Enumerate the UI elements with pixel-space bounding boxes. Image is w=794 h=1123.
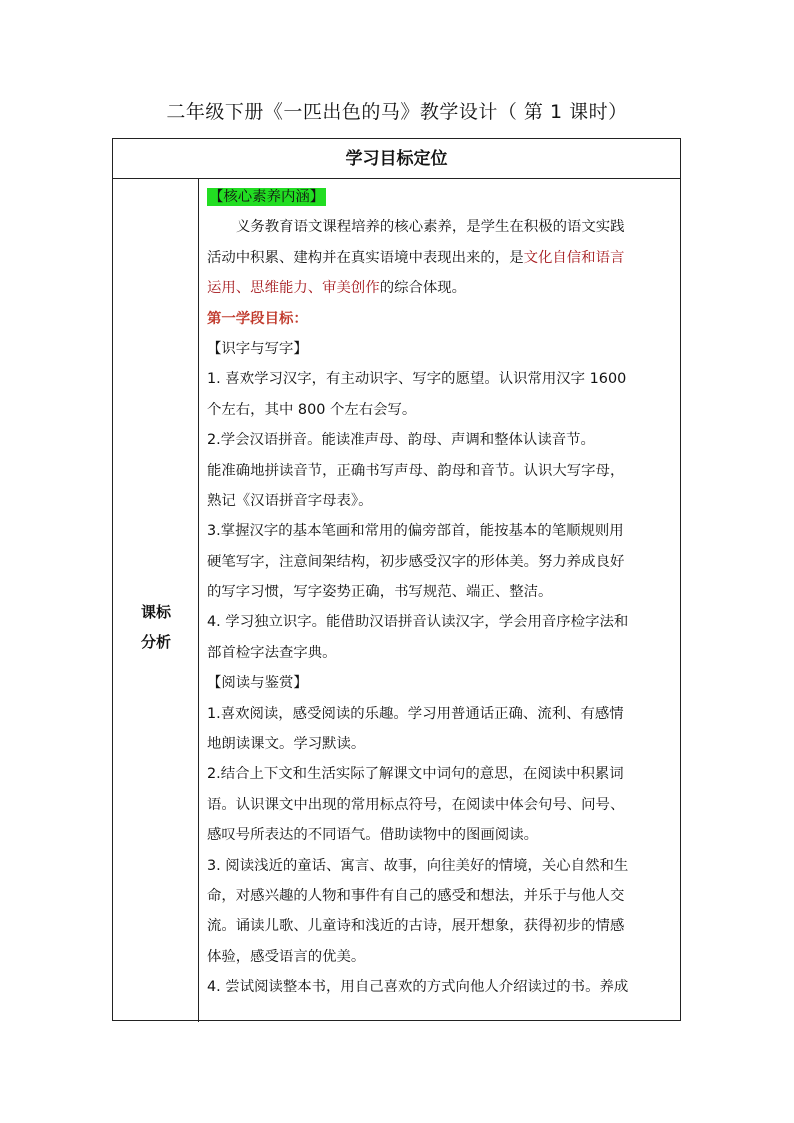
literacy-line: 的写字习惯，写字姿势正确，书写规范、端正、整洁。 — [207, 584, 553, 601]
table-header: 学习目标定位 — [113, 139, 680, 179]
core-emphasis-2: 运用、思维能力、审美创作 — [207, 280, 380, 297]
reading-line: 1.喜欢阅读，感受阅读的乐趣。学习用普通话正确、流利、有感情 — [207, 705, 624, 722]
core-text-line-2: 活动中积累、建构并在真实语境中表现出来的，是文化自信和语言 — [207, 249, 625, 266]
literacy-line: 2.学会汉语拼音。能读准声母、韵母、声调和整体认读音节。 — [207, 432, 595, 449]
document-title: 二年级下册《一匹出色的马》教学设计（ 第 1 课时） — [166, 101, 628, 123]
left-label-cell — [113, 179, 199, 1022]
literacy-line: 硬笔写字，注意间架结构，初步感受汉字的形体美。努力养成良好 — [207, 553, 625, 570]
reading-line: 流。诵读儿歌、儿童诗和浅近的古诗，展开想象，获得初步的情感 — [207, 918, 625, 935]
objectives-table — [112, 138, 681, 1021]
core-text-line-1: 义务教育语文课程培养的核心素养，是学生在积极的语文实践 — [236, 219, 625, 236]
literacy-line: 熟记《汉语拼音字母表》。 — [207, 492, 373, 509]
literacy-line: 部首检字法查字典。 — [207, 644, 337, 661]
stage-heading: 第一学段目标： — [207, 310, 308, 327]
reading-line: 体验，感受语言的优美。 — [207, 948, 366, 965]
core-literacy-heading: 【核心素养内涵】 — [209, 189, 325, 205]
reading-line: 2.结合上下文和生活实际了解课文中词句的意思，在阅读中积累词 — [207, 766, 624, 783]
core-emphasis-1: 文化自信和语言 — [523, 249, 625, 266]
literacy-line: 4. 学习独立识字。能借助汉语拼音认读汉字，学会用音序检字法和 — [207, 614, 629, 631]
core-text-line-3: 运用、思维能力、审美创作的综合体现。 — [207, 280, 467, 297]
left-label — [113, 597, 199, 657]
left-label-line-1: 课标 — [140, 603, 171, 621]
reading-line: 语。认识课文中出现的常用标点符号，在阅读中体会句号、问号、 — [207, 796, 625, 813]
literacy-line: 3.掌握汉字的基本笔画和常用的偏旁部首，能按基本的笔顺规则用 — [207, 523, 624, 540]
reading-heading: 【阅读与鉴赏】 — [207, 675, 308, 692]
reading-line: 地朗读课文。学习默读。 — [207, 736, 366, 753]
literacy-heading: 【识字与写字】 — [207, 340, 308, 357]
literacy-line: 1. 喜欢学习汉字，有主动识字、写字的愿望。认识常用汉字 1600 — [207, 371, 627, 388]
reading-line: 命，对感兴趣的人物和事件有自己的感受和想法，并乐于与他人交 — [207, 887, 625, 904]
content-cell — [207, 182, 677, 1003]
literacy-line: 能准确地拼读音节，正确书写声母、韵母和音节。认识大写字母， — [207, 462, 625, 479]
literacy-line: 个左右，其中 800 个左右会写。 — [207, 401, 417, 418]
reading-line: 感叹号所表达的不同语气。借助读物中的图画阅读。 — [207, 827, 538, 844]
left-label-line-2: 分析 — [140, 633, 171, 651]
reading-line: 3. 阅读浅近的童话、寓言、故事，向往美好的情境，关心自然和生 — [207, 857, 629, 874]
reading-line: 4. 尝试阅读整本书，用自己喜欢的方式向他人介绍读过的书。养成 — [207, 979, 629, 996]
